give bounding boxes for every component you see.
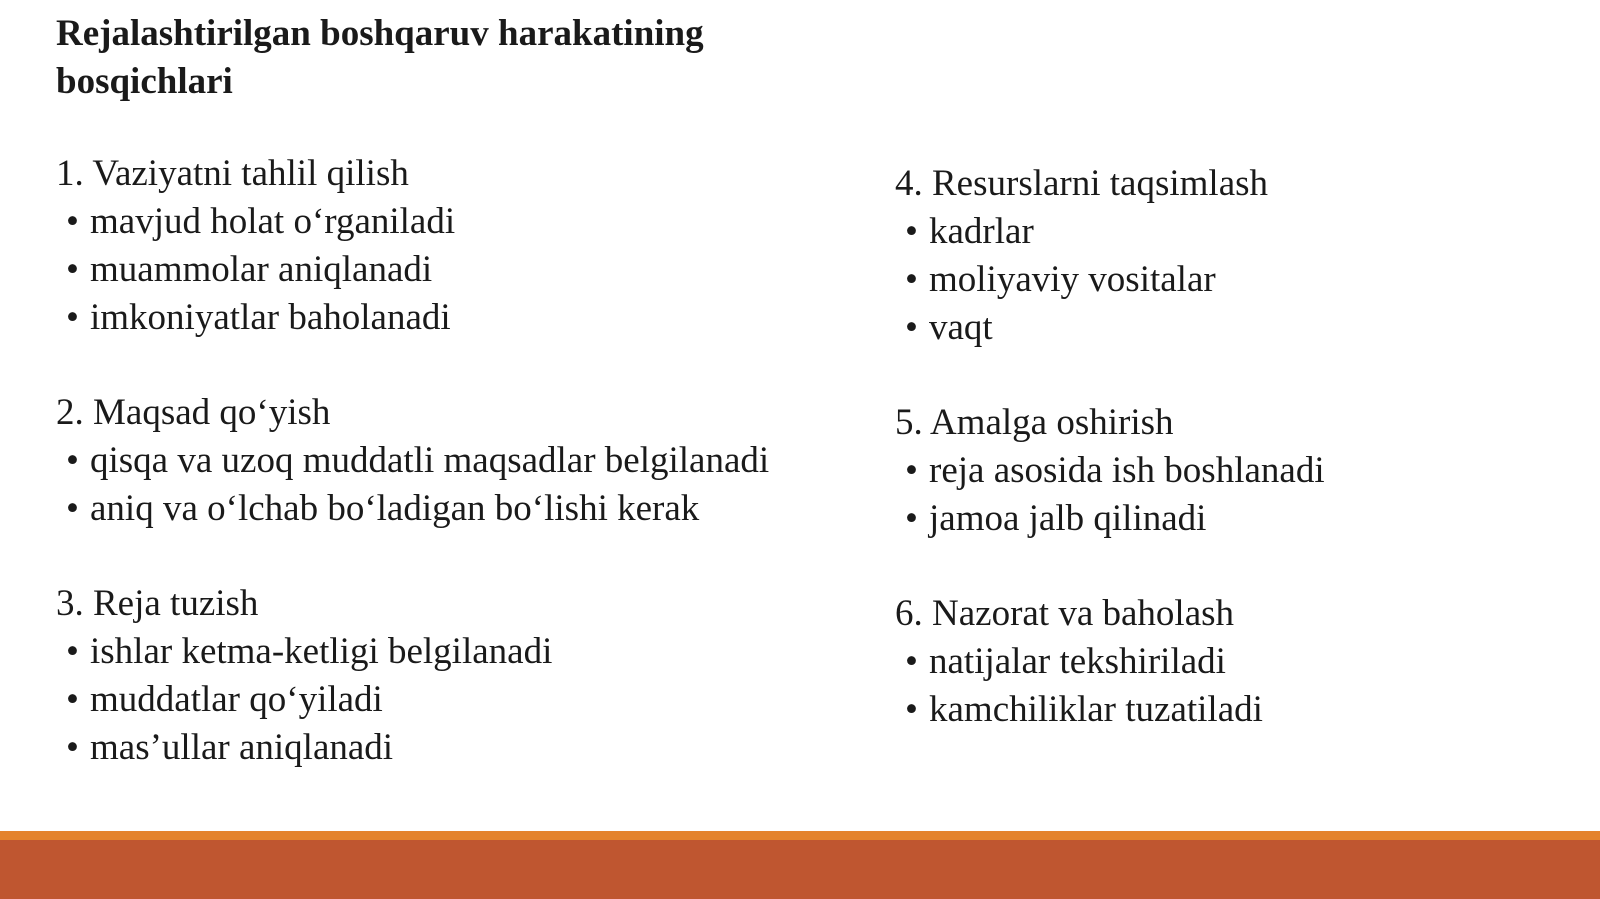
bullet-icon: • xyxy=(66,297,79,338)
bullet-list xyxy=(895,208,1600,352)
bullet-icon: • xyxy=(66,488,79,529)
bullet-item xyxy=(56,294,816,342)
section-heading: 4. Resurslarni taqsimlash xyxy=(895,163,1269,204)
footer-decor-bar xyxy=(0,831,1600,899)
bullet-text: ishlar ketma-ketligi belgilanadi xyxy=(90,631,553,672)
bullet-item xyxy=(56,676,816,724)
bullet-item xyxy=(56,628,816,676)
bullet-item xyxy=(56,246,816,294)
section-spacer xyxy=(895,352,1600,399)
bullet-item xyxy=(895,208,1600,256)
section-spacer xyxy=(56,342,816,389)
slide-title: Rejalashtirilgan boshqaruv harakatining bosqichlari xyxy=(56,13,704,102)
section-heading: 2. Maqsad qo‘yish xyxy=(56,392,331,433)
section-situation-analysis xyxy=(56,150,816,342)
bullet-icon: • xyxy=(66,679,79,720)
bullet-list xyxy=(56,198,816,342)
section-heading: 6. Nazorat va baholash xyxy=(895,593,1235,634)
bullet-text: muammolar aniqlanadi xyxy=(90,249,433,290)
section-heading: 5. Amalga oshirish xyxy=(895,402,1174,443)
section-heading: 3. Reja tuzish xyxy=(56,583,259,624)
bullet-text: natijalar tekshiriladi xyxy=(929,641,1226,682)
right-column xyxy=(895,160,1600,734)
bullet-text: vaqt xyxy=(929,307,993,348)
bullet-text: kamchiliklar tuzatiladi xyxy=(929,689,1263,730)
bullet-text: moliyaviy vositalar xyxy=(929,259,1216,300)
bullet-icon: • xyxy=(905,307,918,348)
bullet-text: reja asosida ish boshlanadi xyxy=(929,450,1325,491)
bullet-item xyxy=(895,638,1600,686)
bullet-icon: • xyxy=(66,631,79,672)
bullet-icon: • xyxy=(66,249,79,290)
left-column xyxy=(56,150,816,772)
bullet-item xyxy=(56,198,816,246)
bullet-item xyxy=(56,437,816,485)
bullet-list xyxy=(895,447,1600,543)
bullet-text: jamoa jalb qilinadi xyxy=(929,498,1207,539)
section-goal-setting xyxy=(56,389,816,533)
bullet-icon: • xyxy=(905,498,918,539)
section-spacer xyxy=(56,533,816,580)
section-control-evaluation xyxy=(895,590,1600,734)
bullet-item xyxy=(56,724,816,772)
bullet-item xyxy=(895,447,1600,495)
bullet-text: imkoniyatlar baholanadi xyxy=(90,297,451,338)
bullet-list xyxy=(56,628,816,772)
bullet-list xyxy=(56,437,816,533)
bullet-list xyxy=(895,638,1600,734)
section-resource-allocation xyxy=(895,160,1600,352)
section-implementation xyxy=(895,399,1600,543)
bullet-icon: • xyxy=(66,201,79,242)
bullet-icon: • xyxy=(66,727,79,768)
bullet-icon: • xyxy=(905,689,918,730)
bullet-text: mas’ullar aniqlanadi xyxy=(90,727,394,768)
bullet-text: mavjud holat o‘rganiladi xyxy=(90,201,456,242)
bullet-icon: • xyxy=(905,211,918,252)
bullet-item xyxy=(895,256,1600,304)
bullet-icon: • xyxy=(905,259,918,300)
bullet-text: kadrlar xyxy=(929,211,1034,252)
bullet-text: muddatlar qo‘yiladi xyxy=(90,679,383,720)
bullet-item xyxy=(895,304,1600,352)
bullet-item xyxy=(56,485,816,533)
bullet-item xyxy=(895,495,1600,543)
bullet-icon: • xyxy=(66,440,79,481)
bullet-icon: • xyxy=(905,641,918,682)
section-heading: 1. Vaziyatni tahlil qilish xyxy=(56,153,409,194)
section-planning xyxy=(56,580,816,772)
bullet-icon: • xyxy=(905,450,918,491)
bullet-item xyxy=(895,686,1600,734)
section-spacer xyxy=(895,543,1600,590)
bullet-text: aniq va o‘lchab bo‘ladigan bo‘lishi kerak xyxy=(90,488,700,529)
bullet-text: qisqa va uzoq muddatli maqsadlar belgilanadi xyxy=(90,440,770,481)
